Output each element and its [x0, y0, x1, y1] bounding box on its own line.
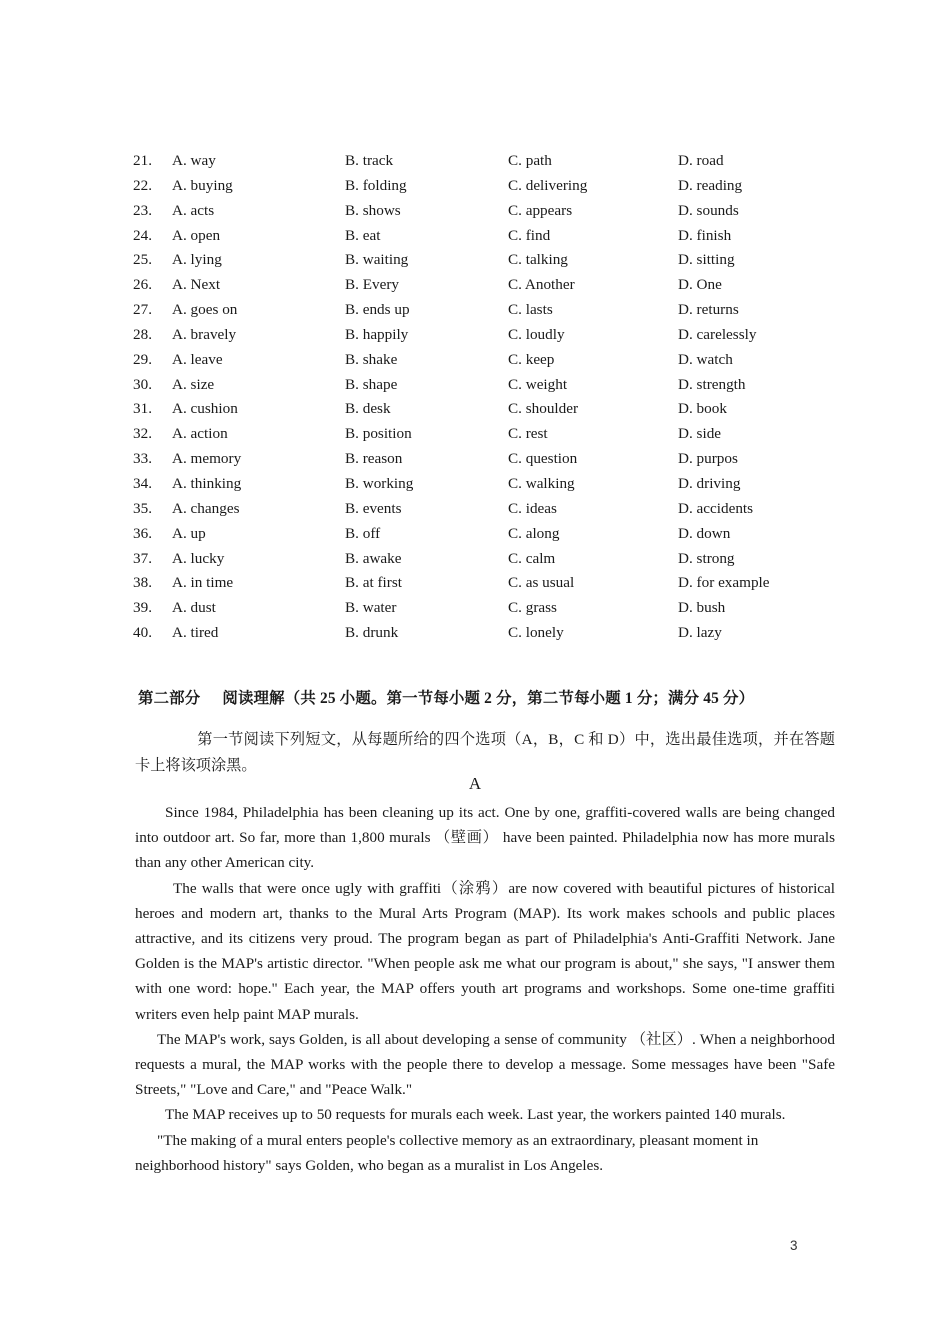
cloze-choice-c[interactable]: C. walking: [508, 474, 575, 492]
cloze-choice-b[interactable]: B. reason: [345, 450, 403, 468]
cloze-choice-a[interactable]: A. acts: [172, 201, 215, 219]
cloze-choice-c[interactable]: C. loudly: [508, 325, 565, 343]
cloze-choice-d[interactable]: D. road: [678, 152, 724, 169]
cloze-choice-a[interactable]: A. changes: [172, 499, 240, 517]
cloze-choice-b[interactable]: B. shape: [345, 375, 398, 393]
cloze-choice-a[interactable]: A. buying: [172, 176, 233, 194]
cloze-choice-a[interactable]: A. size: [172, 375, 215, 393]
cloze-question-number[interactable]: 29.: [133, 350, 152, 368]
cloze-choice-a[interactable]: A. cushion: [172, 400, 238, 418]
cloze-choice-b[interactable]: B. shows: [345, 201, 401, 219]
cloze-choice-c[interactable]: C. along: [508, 524, 560, 542]
cloze-question-number[interactable]: 23.: [133, 201, 152, 219]
cloze-choice-d[interactable]: D. reading: [678, 176, 743, 194]
cloze-choice-c[interactable]: C. shoulder: [508, 400, 579, 418]
cloze-choice-a[interactable]: A. up: [172, 524, 206, 542]
cloze-options-list: [133, 149, 833, 646]
cloze-question-number[interactable]: 39.: [133, 599, 152, 617]
cloze-option-row: [133, 149, 833, 174]
cloze-option-row: [133, 547, 833, 572]
cloze-choice-a[interactable]: A. in time: [172, 574, 234, 592]
cloze-choice-b[interactable]: B. eat: [345, 226, 381, 244]
reading-passage-a: [135, 800, 835, 1178]
cloze-choice-d[interactable]: D. bush: [678, 599, 726, 617]
part-two-heading-text: 阅读理解（共 25 小题。第一节每小题 2 分，第二节每小题 1 分；满分 45 分）: [222, 690, 755, 707]
page-number: 3: [790, 1238, 798, 1253]
cloze-question-number[interactable]: 37.: [133, 549, 152, 567]
cloze-option-row: [133, 397, 833, 422]
cloze-choice-b[interactable]: B. track: [345, 152, 394, 169]
cloze-choice-b[interactable]: B. at first: [345, 574, 402, 592]
cloze-question-number[interactable]: 36.: [133, 524, 152, 542]
cloze-question-number[interactable]: 28.: [133, 325, 152, 343]
part-two-instruction: [135, 727, 835, 778]
cloze-question-number[interactable]: 34.: [133, 474, 152, 492]
cloze-question-number[interactable]: 31.: [133, 400, 152, 418]
cloze-choice-d[interactable]: D. driving: [678, 474, 741, 492]
cloze-option-row: [133, 621, 833, 646]
cloze-choice-d[interactable]: D. One: [678, 276, 722, 294]
cloze-option-row: [133, 571, 833, 596]
cloze-choice-c[interactable]: C. weight: [508, 375, 568, 393]
passage-paragraph: The walls that were once ugly with graffiti（涂鸦）are now covered with beautiful pictures of historical heroes and modern art, thanks to the Mural Arts Program (MAP). Its work makes schools and public places attractive, and its citizens very proud. The program began as part of Philadelphia's Anti-Graffiti Network. Jane Golden is the MAP's artistic director. "When people ask me what our program is about," she says, "I answer them with one word: hope." Each year, the MAP offers youth art programs and workshops. Some one-time graffiti writers even help paint MAP murals.: [135, 879, 835, 1023]
cloze-choice-a[interactable]: A. memory: [172, 450, 242, 468]
cloze-choice-d[interactable]: D. book: [678, 400, 727, 418]
cloze-question-number[interactable]: 27.: [133, 301, 152, 319]
cloze-choice-b[interactable]: B. ends up: [345, 301, 410, 319]
cloze-choice-b[interactable]: B. happily: [345, 325, 409, 343]
cloze-choice-b[interactable]: B. shake: [345, 350, 398, 368]
cloze-question-number[interactable]: 22.: [133, 176, 152, 194]
cloze-choice-c[interactable]: C. lasts: [508, 301, 553, 319]
cloze-choice-c[interactable]: C. question: [508, 450, 578, 468]
cloze-choice-c[interactable]: C. Another: [508, 276, 575, 294]
cloze-option-row: [133, 422, 833, 447]
passage-paragraph: Since 1984, Philadelphia has been cleaning up its act. One by one, graffiti-covered walls are being changed into outdoor art. So far, more than 1,800 murals （壁画） have been painted. Philadelphia now has more murals than any other American city.: [135, 804, 835, 872]
cloze-choice-c[interactable]: C. keep: [508, 350, 555, 368]
cloze-choice-b[interactable]: B. desk: [345, 400, 391, 418]
cloze-choice-c[interactable]: C. path: [508, 152, 552, 169]
cloze-option-row: [133, 273, 833, 298]
cloze-choice-d[interactable]: D. side: [678, 425, 722, 443]
cloze-choice-c[interactable]: C. delivering: [508, 176, 588, 194]
cloze-question-number[interactable]: 32.: [133, 425, 152, 443]
cloze-choice-a[interactable]: A. way: [172, 152, 216, 169]
cloze-choice-a[interactable]: A. thinking: [172, 474, 242, 492]
cloze-choice-a[interactable]: A. Next: [172, 276, 221, 294]
cloze-question-number[interactable]: 35.: [133, 499, 152, 517]
cloze-choice-b[interactable]: B. water: [345, 599, 397, 617]
cloze-question-number[interactable]: 26.: [133, 276, 152, 294]
cloze-question-number[interactable]: 21.: [133, 152, 152, 169]
cloze-choice-a[interactable]: A. action: [172, 425, 228, 443]
cloze-choice-a[interactable]: A. goes on: [172, 301, 238, 319]
cloze-choice-c[interactable]: C. grass: [508, 599, 557, 617]
passage-paragraph: The MAP receives up to 50 requests for murals each week. Last year, the workers painted 140 murals.: [165, 1106, 786, 1124]
cloze-choice-d[interactable]: D. lazy: [678, 624, 722, 642]
cloze-choice-c[interactable]: C. rest: [508, 425, 548, 443]
cloze-option-row: [133, 522, 833, 547]
passage-letter-a: A: [468, 774, 482, 793]
cloze-choice-b[interactable]: B. awake: [345, 549, 402, 567]
cloze-choice-b[interactable]: B. events: [345, 499, 402, 517]
cloze-question-number[interactable]: 33.: [133, 450, 152, 468]
cloze-choice-c[interactable]: C. as usual: [508, 574, 575, 592]
cloze-choice-a[interactable]: A. lucky: [172, 549, 225, 567]
cloze-choice-d[interactable]: D. finish: [678, 226, 732, 244]
cloze-choice-d[interactable]: D. purpos: [678, 450, 738, 468]
cloze-option-row: [133, 447, 833, 472]
cloze-choice-d[interactable]: D. strong: [678, 549, 735, 567]
cloze-option-row: [133, 323, 833, 348]
cloze-choice-a[interactable]: A. dust: [172, 599, 216, 617]
cloze-question-number[interactable]: 38.: [133, 574, 152, 592]
cloze-choice-b[interactable]: B. working: [345, 474, 414, 492]
cloze-choice-b[interactable]: B. drunk: [345, 624, 399, 642]
cloze-choice-b[interactable]: B. waiting: [345, 251, 409, 269]
cloze-choice-a[interactable]: A. tired: [172, 624, 219, 642]
cloze-choice-d[interactable]: D. accidents: [678, 499, 754, 517]
cloze-choice-c[interactable]: C. ideas: [508, 499, 557, 517]
instruction-text: 第一节阅读下列短文，从每题所给的四个选项（A，B，C 和 D）中，选出最佳选项，并在答题卡上将该项涂黑。: [135, 731, 835, 774]
cloze-option-row: [133, 596, 833, 621]
cloze-option-row: [133, 199, 833, 224]
cloze-choice-c[interactable]: C. find: [508, 226, 551, 244]
cloze-choice-c[interactable]: C. calm: [508, 549, 556, 567]
cloze-choice-d[interactable]: D. strength: [678, 375, 746, 393]
cloze-choice-c[interactable]: C. appears: [508, 201, 573, 219]
cloze-choice-b[interactable]: B. folding: [345, 176, 407, 194]
part-two-heading: [138, 686, 754, 708]
cloze-choice-a[interactable]: A. leave: [172, 350, 223, 368]
cloze-choice-d[interactable]: D. sounds: [678, 201, 739, 219]
cloze-choice-c[interactable]: C. lonely: [508, 624, 564, 642]
cloze-choice-a[interactable]: A. lying: [172, 251, 222, 269]
part-two-heading-label: 第二部分: [138, 690, 201, 707]
cloze-option-row: [133, 248, 833, 273]
cloze-choice-b[interactable]: B. position: [345, 425, 412, 443]
cloze-choice-d[interactable]: D. down: [678, 524, 731, 542]
passage-paragraph: The MAP's work, says Golden, is all about developing a sense of community （社区）. When a neighborhood requests a mural, the MAP works with the people there to develop a message. Some messages have been "Safe Streets," "Love and Care," and "Peace Walk.": [135, 1030, 835, 1099]
passage-paragraph: "The making of a mural enters people's collective memory as an extraordinary, pleasant moment in neighborhood history" says Golden, who began as a muralist in Los Angeles.: [135, 1131, 759, 1174]
cloze-question-number[interactable]: 40.: [133, 624, 152, 642]
cloze-choice-d[interactable]: D. watch: [678, 350, 733, 368]
cloze-question-number[interactable]: 24.: [133, 226, 152, 244]
cloze-option-row: [133, 224, 833, 249]
cloze-choice-d[interactable]: D. sitting: [678, 251, 735, 269]
cloze-question-number[interactable]: 25.: [133, 251, 152, 269]
cloze-choice-b[interactable]: B. Every: [345, 276, 399, 294]
cloze-question-number[interactable]: 30.: [133, 375, 152, 393]
cloze-choice-d[interactable]: D. carelessly: [678, 325, 757, 343]
cloze-choice-d[interactable]: D. returns: [678, 301, 739, 319]
cloze-choice-c[interactable]: C. talking: [508, 251, 568, 269]
cloze-option-row: [133, 174, 833, 199]
cloze-choice-d[interactable]: D. for example: [678, 574, 770, 592]
cloze-choice-b[interactable]: B. off: [345, 524, 381, 542]
cloze-choice-a[interactable]: A. open: [172, 226, 221, 244]
cloze-option-row: [133, 472, 833, 497]
cloze-choice-a[interactable]: A. bravely: [172, 325, 237, 343]
cloze-option-row: [133, 348, 833, 373]
cloze-option-row: [133, 298, 833, 323]
cloze-option-row: [133, 373, 833, 398]
cloze-option-row: [133, 497, 833, 522]
